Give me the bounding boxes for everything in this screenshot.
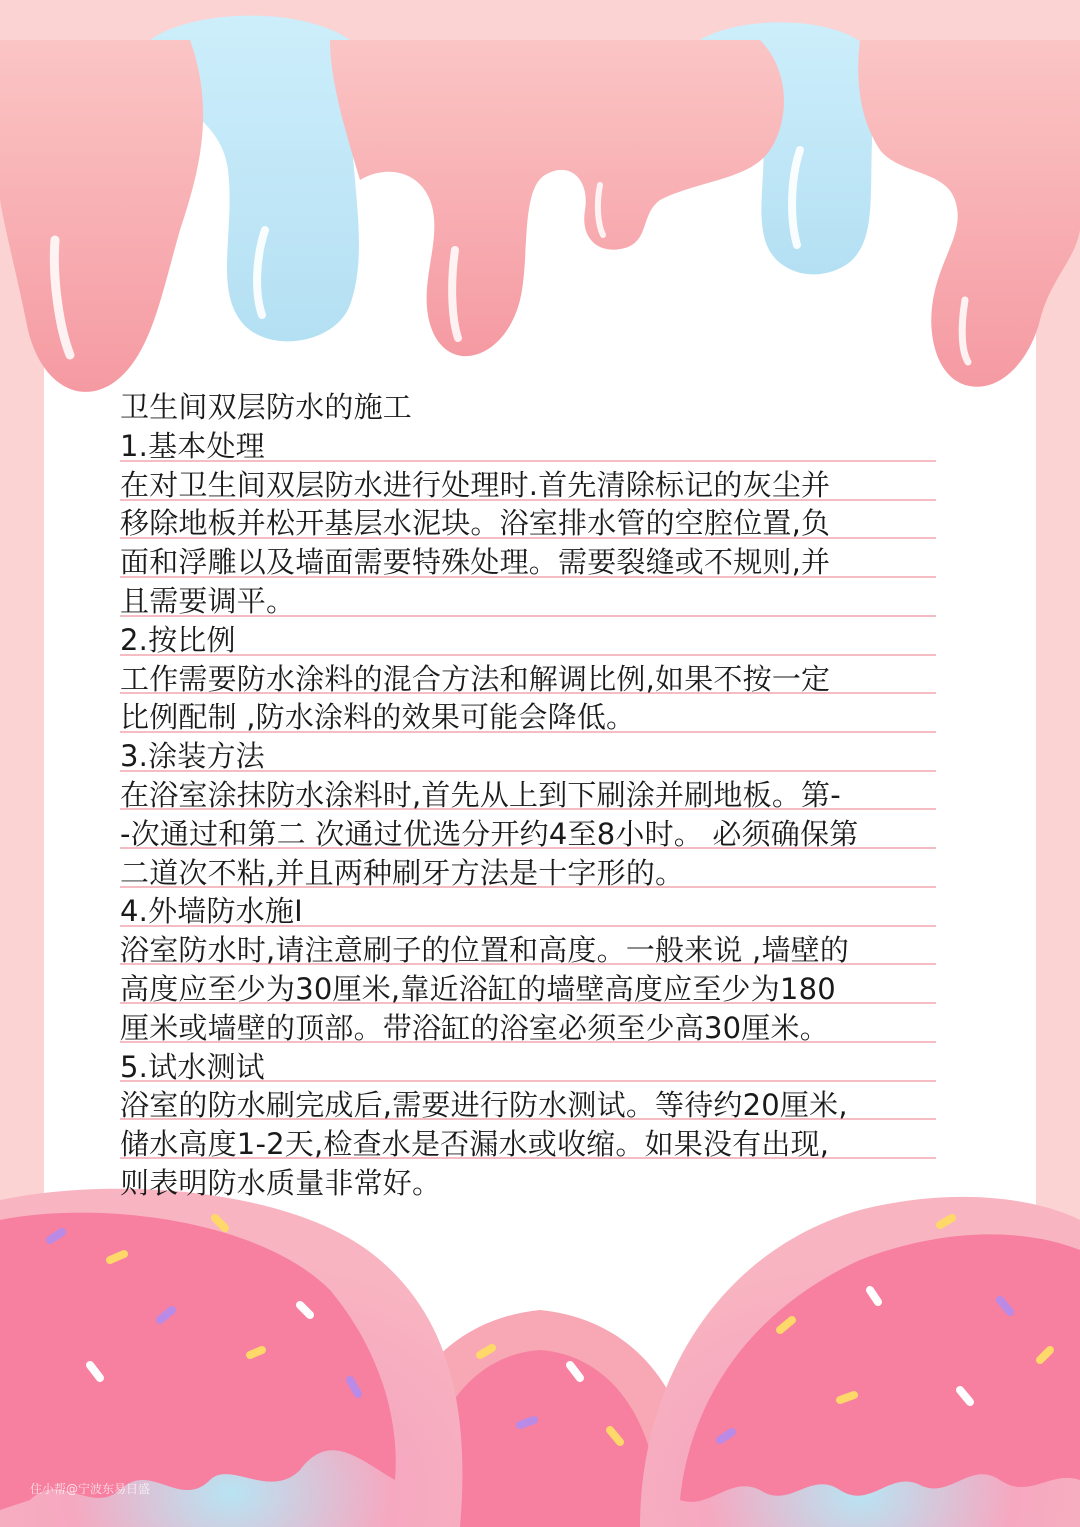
paragraph-line: 且需要调平。 [120,583,296,618]
article-title: 卫生间双层防水的施工 [120,390,413,424]
paragraph-line: 工作需要防水涂料的混合方法和解调比例,如果不按一定 [120,661,831,696]
pink-drip-center [330,40,784,356]
paragraph-line: 厘米或墙壁的顶部。带浴缸的浴室必须至少高30厘米。 [120,1010,829,1045]
bottom-donut-decoration [0,1180,1080,1527]
article-text [120,388,940,1203]
section-heading: 4.外墙防水施I [120,894,303,929]
paragraph-line: -次通过和第二 次通过优选分开约4至8小时。 必须确保第 [120,816,859,851]
paragraph-line: 浴室防水时,请注意刷子的位置和高度。一般来说 ,墙壁的 [120,933,850,968]
paragraph-line: 比例配制 ,防水涂料的效果可能会降低。 [120,700,636,735]
paragraph-line: 在对卫生间双层防水进行处理时.首先清除标记的灰尘并 [120,467,831,502]
paragraph-line: 储水高度1-2天,检查水是否漏水或收缩。如果没有出现, [120,1127,830,1162]
section-heading: 3.涂装方法 [120,739,265,774]
section-heading: 5.试水测试 [120,1049,265,1084]
paragraph-line: 则表明防水质量非常好。 [120,1165,442,1200]
paragraph-line: 面和浮雕以及墙面需要特殊处理。需要裂缝或不规则,并 [120,545,831,580]
paragraph-line: 浴室的防水刷完成后,需要进行防水测试。等待约20厘米, [120,1088,848,1123]
paragraph-line: 高度应至少为30厘米,靠近浴缸的墙壁高度应至少为180 [120,971,836,1006]
section-heading: 1.基本处理 [120,428,265,463]
pink-drip-left [0,40,203,392]
top-drip-decoration [0,0,1080,400]
pink-drip-right [858,40,1080,387]
paragraph-line: 二道次不粘,并且两种刷牙方法是十字形的。 [120,855,685,890]
paragraph-line: 在浴室涂抹防水涂料时,首先从上到下刷涂并刷地板。第- [120,777,841,812]
section-heading: 2.按比例 [120,622,236,657]
paragraph-line: 移除地板并松开基层水泥块。浴室排水管的空腔位置,负 [120,506,831,541]
watermark: 住小帮@宁波东易日盛 [30,1482,151,1496]
